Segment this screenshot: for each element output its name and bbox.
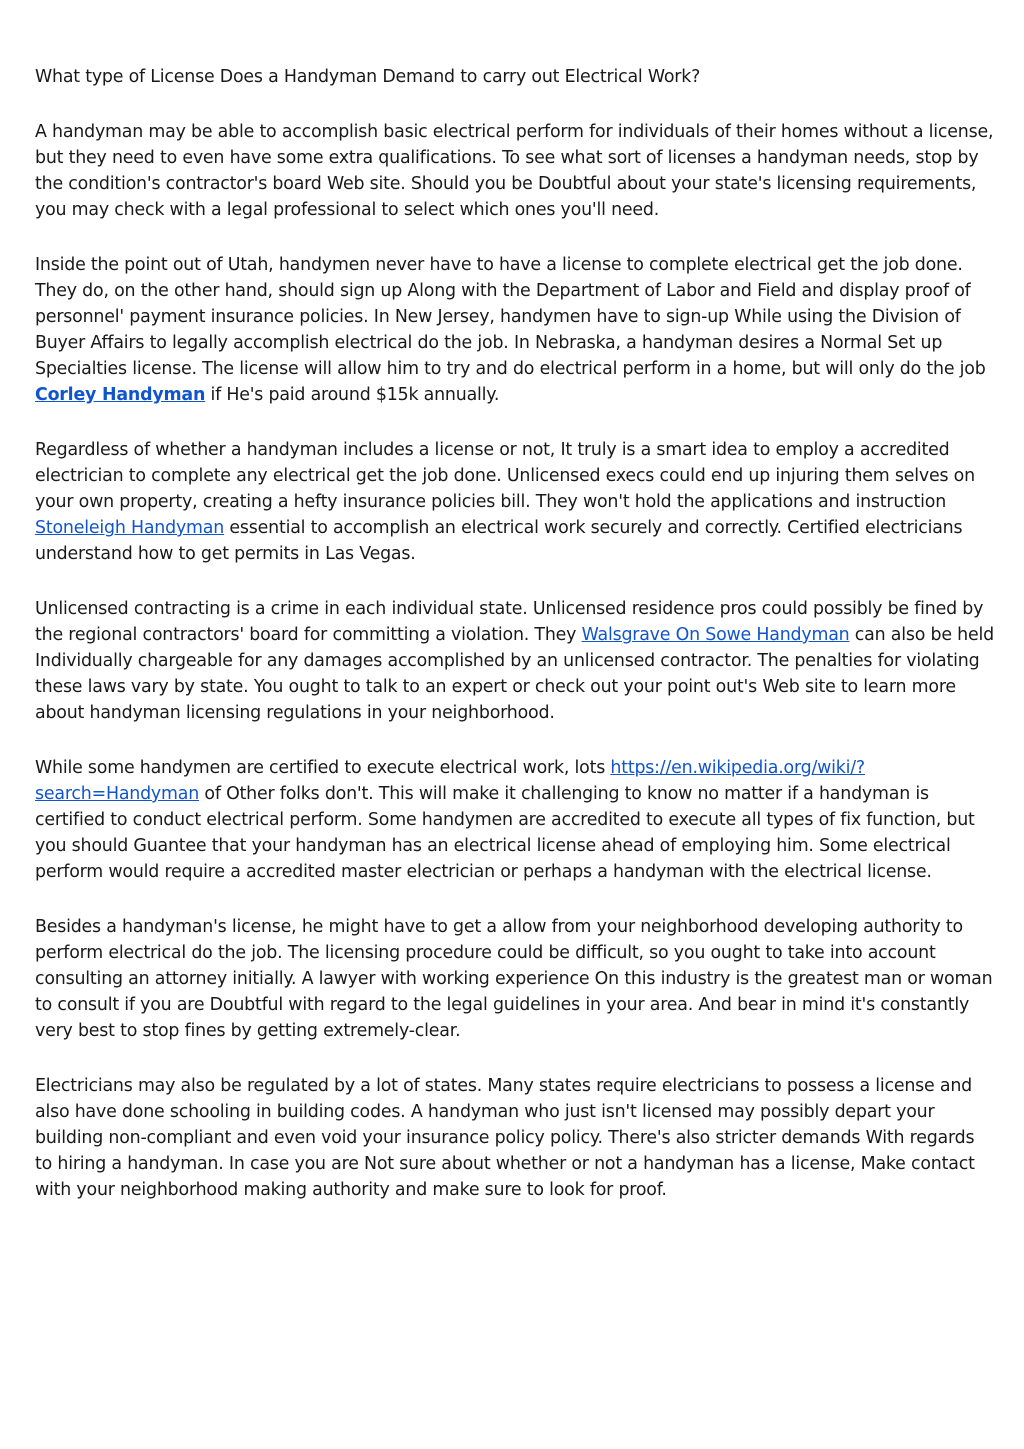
paragraph-2-text-after: if He's paid around $15k annually. [205,385,500,405]
paragraph-5-text-before: While some handymen are certified to execute electrical work, lots [35,758,611,778]
wikipedia-handyman-link[interactable]: https://en.wikipedia.org/wiki/?search=Handyman [35,758,865,804]
paragraph-2 [35,252,995,408]
paragraph-5-text-after: of Other folks don't. This will make it challenging to know no matter if a handyman is certified to conduct electrical perform. Some handymen are accredited to execute all types of fix function, but you should Guantee that your handyman has an electrical license ahead of employing him. Some electrical perform would require a accredited master electrician or perhaps a handyman with the electrical license. [35,784,975,882]
paragraph-7: Electricians may also be regulated by a lot of states. Many states require electricians to possess a license and also have done schooling in building codes. A handyman who just isn't licensed may possibly depart your building non-compliant and even void your insurance policy policy. There's also stricter demands With regards to hiring a handyman. In case you are Not sure about whether or not a handyman has a license, Make contact with your neighborhood making authority and make sure to look for proof. [35,1076,975,1200]
paragraph-4 [35,596,995,726]
paragraph-5 [35,755,995,885]
article [35,64,995,1232]
paragraph-3-text-before: Regardless of whether a handyman includes a license or not, It truly is a smart idea to employ a accredited electrician to complete any electrical get the job done. Unlicensed execs could end up injuring them selves on your own property, creating a hefty insurance policies bill. They won't hold the applications and instruction [35,440,975,512]
corley-handyman-link[interactable]: Corley Handyman [35,385,206,405]
paragraph-2-text-before: Inside the point out of Utah, handymen never have to have a license to complete electrical get the job done. They do, on the other hand, should sign up Along with the Department of Labor and Field and display proof of personnel' payment insurance policies. In New Jersey, handymen have to sign-up While using the Division of Buyer Affairs to legally accomplish electrical do the job. In Nebraska, a handyman desires a Normal Set up Specialties license. The license will allow him to try and do electrical perform in a home, but will only do the job [35,255,986,379]
paragraph-3 [35,437,995,567]
paragraph-3-text-after: essential to accomplish an electrical work securely and correctly. Certified electricians understand how to get permits in Las Vegas. [35,518,963,564]
paragraph-6: Besides a handyman's license, he might have to get a allow from your neighborhood developing authority to perform electrical do the job. The licensing procedure could be difficult, so you ought to take into account consulting an attorney initially. A lawyer with working experience On this industry is the greatest man or woman to consult if you are Doubtful with regard to the legal guidelines in your area. And bear in mind it's constantly very best to stop fines by getting extremely-clear. [35,917,993,1041]
stoneleigh-handyman-link[interactable]: Stoneleigh Handyman [35,518,225,538]
article-title: What type of License Does a Handyman Demand to carry out Electrical Work? [35,67,701,87]
paragraph-1: A handyman may be able to accomplish basic electrical perform for individuals of their homes without a license, but they need to even have some extra qualifications. To see what sort of licenses a handyman needs, stop by the condition's contractor's board Web site. Should you be Doubtful about your state's licensing requirements, you may check with a legal professional to select which ones you'll need. [35,122,994,220]
paragraph-4-text-after: can also be held Individually chargeable for any damages accomplished by an unlicensed contractor. The penalties for violating these laws vary by state. You ought to talk to an expert or check out your point out's Web site to learn more about handyman licensing regulations in your neighborhood. [35,625,994,723]
paragraph-4-text-before: Unlicensed contracting is a crime in each individual state. Unlicensed residence pros could possibly be fined by the regional contractors' board for committing a violation. They [35,599,984,645]
walsgrave-handyman-link[interactable]: Walsgrave On Sowe Handyman [581,625,850,645]
